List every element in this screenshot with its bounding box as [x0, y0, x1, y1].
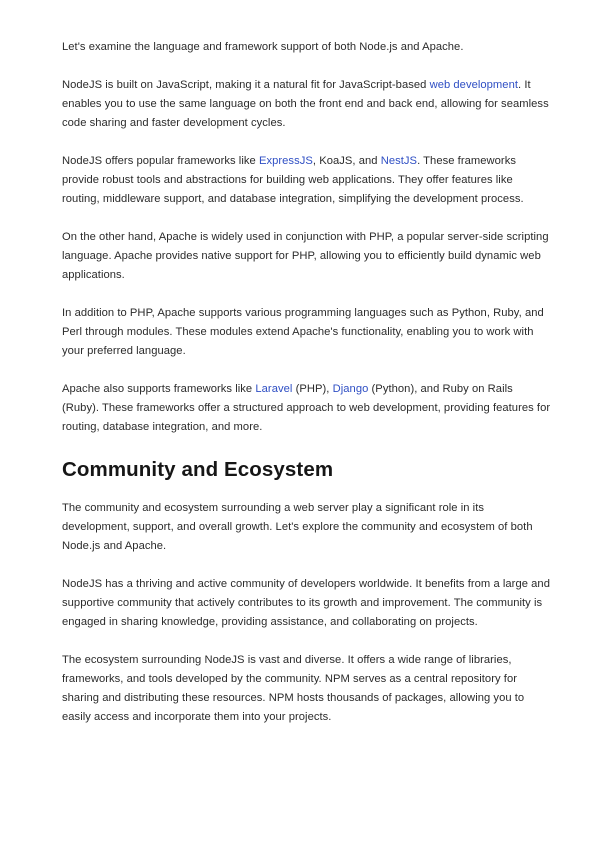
paragraph-text: . These frameworks provide robust tools and abstractions for building web applications. They offer features like routing, middleware support, and database integration, simplifying the development process. [62, 155, 524, 205]
community-section [62, 499, 552, 727]
inline-link[interactable]: ExpressJS [258, 155, 313, 167]
paragraph-text: In addition to PHP, Apache supports various programming languages such as Python, Ruby, and Perl through modules. These modules extend Apache's functionality, enabling you to work with your preferred language. [62, 307, 544, 357]
paragraph [62, 228, 552, 285]
paragraph-text: , KoaJS, and [312, 155, 381, 167]
paragraph-text: NodeJS offers popular frameworks like [62, 155, 259, 167]
inline-link[interactable]: NestJS [380, 155, 418, 167]
paragraph-text: The community and ecosystem surrounding a web server play a significant role in its development, support, and overall growth. Let's explore the community and ecosystem of both Node.js and Apache. [62, 502, 533, 552]
inline-link[interactable]: Laravel [255, 383, 293, 395]
paragraph-text: Apache also supports frameworks like [62, 383, 256, 395]
inline-link[interactable]: Django [332, 383, 369, 395]
paragraph-text: The ecosystem surrounding NodeJS is vast and diverse. It offers a wide range of libraries, frameworks, and tools developed by the community. NPM serves as a central repository for sharing and distributing these resources. NPM hosts thousands of packages, allowing you to easily access and incorporate them into your projects. [62, 654, 525, 723]
paragraph [62, 499, 552, 556]
paragraph [62, 575, 552, 632]
section-heading: Community and Ecosystem [62, 458, 334, 481]
paragraph-text: On the other hand, Apache is widely used in conjunction with PHP, a popular server-side scripting language. Apache provides native support for PHP, allowing you to efficiently build dynamic web applications. [62, 231, 549, 281]
paragraph-text: NodeJS has a thriving and active community of developers worldwide. It benefits from a large and supportive community that actively contributes to its growth and improvement. The community is engaged in sharing knowledge, providing assistance, and collaborating on projects. [62, 578, 550, 628]
paragraph [62, 651, 552, 727]
paragraph [62, 380, 552, 437]
inline-link[interactable]: web development [429, 79, 519, 91]
paragraph-text: . It enables you to use the same language on both the front end and back end, allowing for seamless code sharing and faster development cycles. [62, 79, 549, 129]
paragraph [62, 38, 552, 57]
paragraph [62, 152, 552, 209]
paragraph-text: (Python), and Ruby on Rails (Ruby). These frameworks offer a structured approach to web development, providing features for routing, database integration, and more. [62, 383, 551, 433]
paragraph [62, 76, 552, 133]
article-body [62, 38, 552, 746]
paragraph [62, 304, 552, 361]
paragraph-text: Let's examine the language and framework support of both Node.js and Apache. [62, 41, 464, 53]
language-support-section [62, 38, 552, 437]
paragraph-text: (PHP), [292, 383, 333, 395]
paragraph-text: NodeJS is built on JavaScript, making it a natural fit for JavaScript-based [62, 79, 430, 91]
